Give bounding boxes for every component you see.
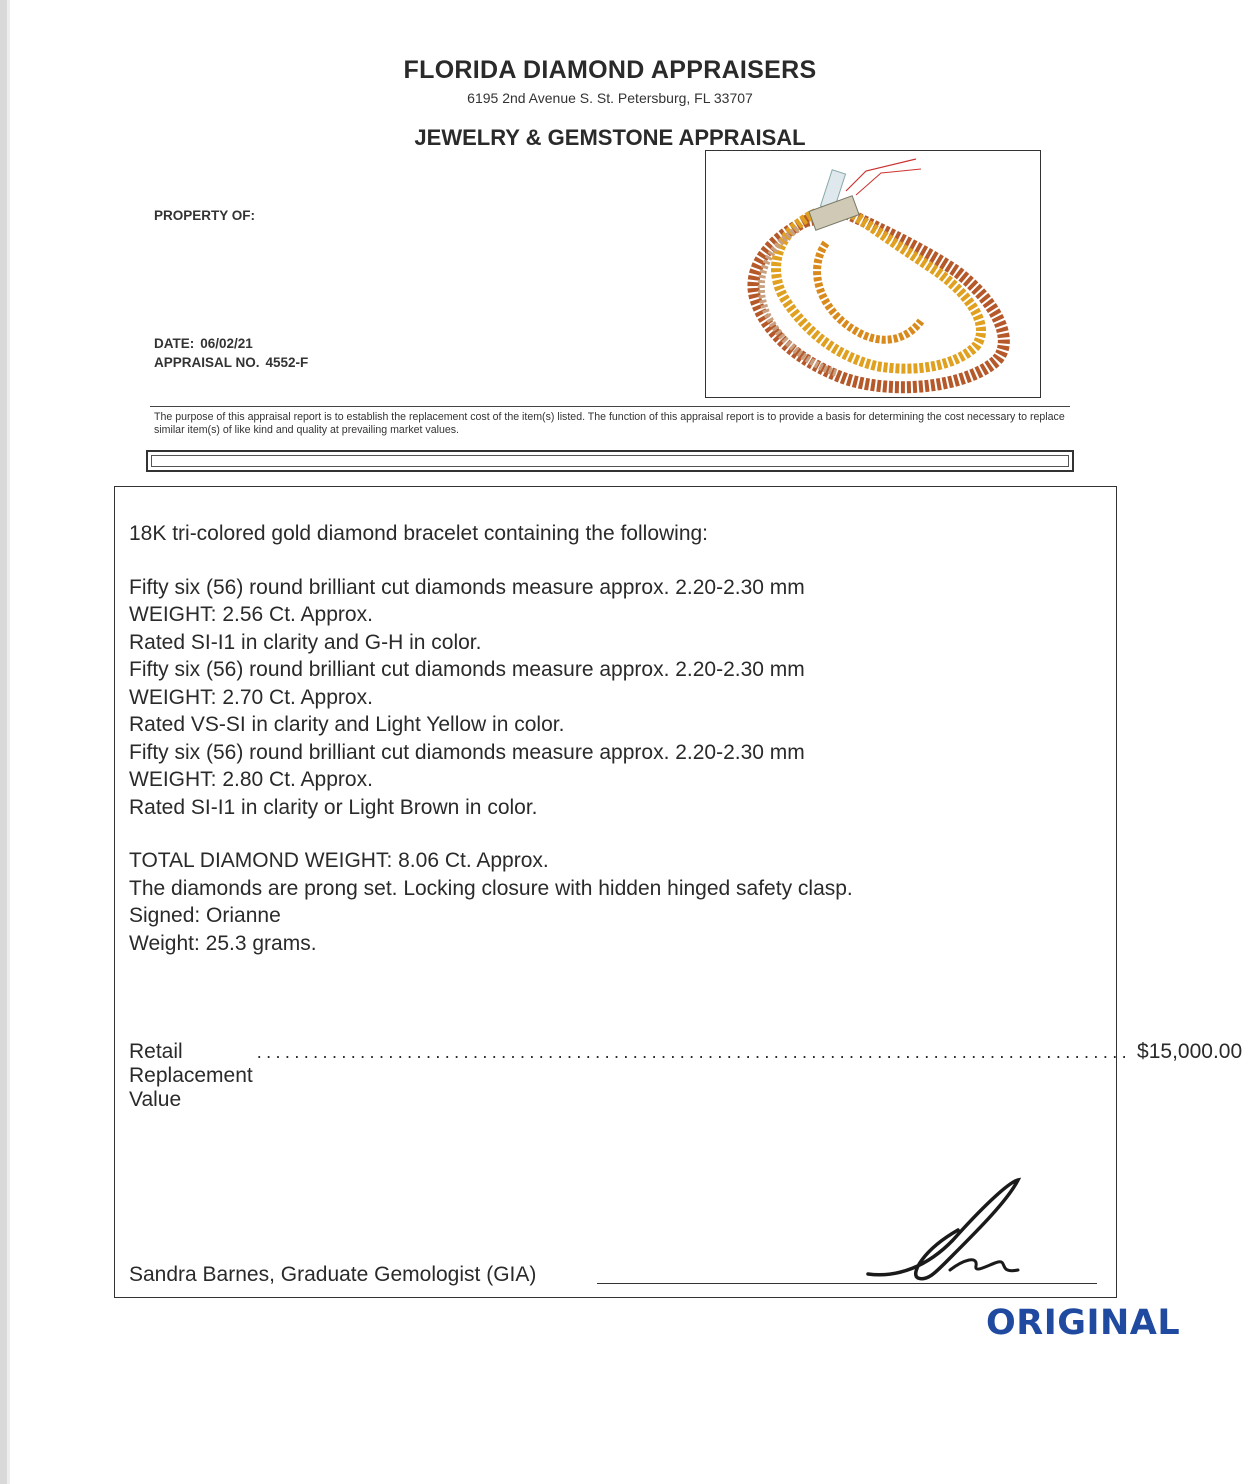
description-line: WEIGHT: 2.80 Ct. Approx. [129, 768, 373, 791]
original-stamp: ORIGINAL [986, 1303, 1181, 1343]
description-line: Fifty six (56) round brilliant cut diamonds measure approx. 2.20-2.30 mm [129, 575, 805, 599]
date-field [154, 336, 253, 351]
date-value: 06/02/21 [200, 336, 253, 351]
appraiser-name: Sandra Barnes, Graduate Gemologist (GIA) [129, 1263, 537, 1286]
purpose-statement: The purpose of this appraisal report is to establish the replacement cost of the item(s) listed. The function of this appraisal report is to provide a basis for determining the cost necessary to replace similar item(s) of like kind and quality at prevailing market values. [154, 411, 1065, 436]
company-address: 6195 2nd Avenue S. St. Petersburg, FL 33707 [467, 90, 753, 106]
retail-value-row [129, 1040, 1242, 1111]
leader-dots: ............................................................................................. [256, 1042, 1132, 1062]
purpose-rule [150, 406, 1070, 407]
appraisal-number-label: APPRAISAL NO. [154, 355, 260, 370]
property-of-label: PROPERTY OF: [154, 208, 256, 223]
summary-line: Signed: Orianne [129, 904, 281, 927]
appraisal-number-value: 4552-F [265, 355, 309, 370]
summary-line: Weight: 25.3 grams. [129, 931, 317, 955]
description-line: Rated VS-SI in clarity and Light Yellow in color. [129, 713, 565, 736]
description-line: Rated SI-I1 in clarity and G-H in color. [129, 630, 482, 654]
scan-edge-shadow [7, 0, 10, 1484]
description-intro: 18K tri-colored gold diamond bracelet containing the following: [129, 522, 709, 545]
double-rule-bar [146, 450, 1074, 472]
company-name: FLORIDA DIAMOND APPRAISERS [403, 56, 817, 84]
scan-edge [0, 0, 7, 1484]
retail-value-amount: $15,000.00 [1137, 1040, 1242, 1063]
appraisal-number-field [154, 355, 308, 370]
date-label: DATE: [154, 336, 195, 351]
signature-icon [858, 1170, 1058, 1290]
summary-line: TOTAL DIAMOND WEIGHT: 8.06 Ct. Approx. [129, 849, 549, 872]
retail-value-label: Retail Replacement Value [129, 1040, 253, 1111]
description-line: WEIGHT: 2.56 Ct. Approx. [129, 603, 373, 626]
description-line: WEIGHT: 2.70 Ct. Approx. [129, 685, 373, 709]
description-line: Fifty six (56) round brilliant cut diamonds measure approx. 2.20-2.30 mm [129, 740, 805, 764]
item-description [129, 520, 1089, 957]
document-title: JEWELRY & GEMSTONE APPRAISAL [414, 125, 806, 150]
bracelet-photo-icon [706, 151, 1040, 397]
description-line: Rated SI-I1 in clarity or Light Brown in color. [129, 795, 538, 819]
bracelet-photo [705, 150, 1041, 398]
description-line: Fifty six (56) round brilliant cut diamonds measure approx. 2.20-2.30 mm [129, 658, 805, 681]
summary-line: The diamonds are prong set. Locking closure with hidden hinged safety clasp. [129, 876, 853, 900]
